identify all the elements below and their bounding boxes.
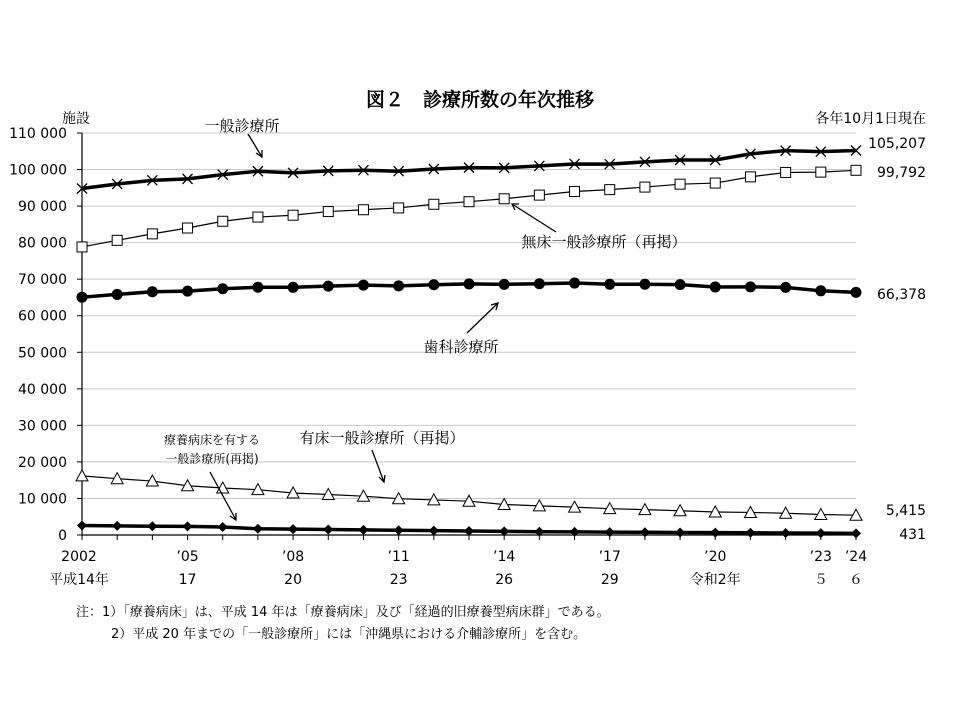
series-line: [82, 170, 856, 247]
data-point: [570, 186, 580, 196]
data-point: [499, 194, 509, 204]
data-point: [147, 286, 158, 297]
y-tick-label: 50 000: [18, 345, 67, 362]
data-point: [710, 528, 720, 538]
x-tick-label-japanese: ５: [813, 572, 828, 588]
y-tick-label: 80 000: [18, 235, 67, 252]
data-point: [851, 528, 861, 538]
footnote-2: 2）平成 20 年までの「一般診療所」には「沖縄県における介輔診療所」を含む。: [111, 627, 587, 642]
end-label: 105,207: [868, 136, 926, 152]
x-tick-label-western: ’20: [704, 549, 727, 565]
data-point: [780, 282, 791, 293]
y-tick-label: 30 000: [18, 418, 67, 435]
data-point: [675, 527, 685, 537]
data-point: [253, 524, 263, 534]
data-point: [323, 281, 334, 292]
data-point: [112, 521, 122, 531]
data-point: [851, 165, 861, 175]
y-tick-label: 70 000: [18, 272, 67, 289]
y-tick-label: 0: [58, 528, 67, 544]
series-4: [77, 520, 861, 538]
x-tick-label-western: ’05: [176, 549, 199, 565]
y-tick-label: 90 000: [18, 199, 67, 216]
data-point: [675, 279, 686, 290]
annotation-ippan: 一般診療所: [204, 117, 280, 135]
data-point: [499, 279, 510, 290]
data-point: [710, 178, 720, 188]
data-point: [710, 281, 721, 292]
data-point: [77, 292, 88, 303]
x-tick-label-japanese: ６: [849, 572, 863, 588]
x-tick-label-japanese: 26: [495, 572, 514, 588]
arrow-shika: [467, 303, 498, 333]
data-point: [569, 278, 580, 289]
data-point: [253, 212, 263, 222]
data-point: [358, 280, 369, 291]
x-tick-label-japanese: 令和2年: [689, 572, 741, 588]
data-point: [218, 216, 228, 226]
arrow-musho-head: [512, 204, 519, 210]
x-tick-label-japanese: 平成14年: [49, 572, 109, 588]
data-point: [815, 285, 826, 296]
data-point: [218, 522, 228, 532]
x-tick-label-western: ’08: [281, 549, 305, 565]
data-point: [147, 521, 157, 531]
x-tick-label-western: ’17: [598, 549, 621, 565]
y-tick-label: 100 000: [9, 162, 67, 179]
x-tick-label-japanese: 29: [600, 572, 619, 588]
data-point: [217, 283, 228, 294]
data-point: [147, 229, 157, 239]
data-point: [675, 179, 685, 189]
end-value-labels: [868, 136, 926, 543]
data-point: [640, 527, 650, 537]
chart-title: 図２ 診療所数の年次推移: [365, 89, 595, 111]
y-tick-label: 10 000: [18, 491, 67, 508]
data-point: [429, 199, 439, 209]
y-axis-ticks: [9, 126, 82, 544]
x-tick-label-western: ’11: [387, 549, 410, 565]
y-tick-label: 110 000: [9, 126, 67, 142]
end-label: 66,378: [877, 287, 926, 303]
y-axis-label: 施設: [62, 111, 90, 127]
end-label: 99,792: [877, 165, 926, 181]
data-point: [183, 223, 193, 233]
data-point: [112, 289, 123, 300]
data-point: [288, 282, 299, 293]
data-point: [323, 207, 333, 217]
data-point: [745, 528, 755, 538]
arrow-musho: [512, 204, 556, 232]
data-point: [851, 287, 862, 298]
end-label: 5,415: [885, 503, 926, 519]
data-point: [358, 525, 368, 535]
data-point: [745, 281, 756, 292]
data-point: [534, 190, 544, 200]
data-point: [77, 242, 87, 252]
y-tick-label: 60 000: [18, 308, 67, 325]
x-tick-label-western: 2002: [61, 549, 97, 565]
arrow-ryoyo: [210, 472, 236, 520]
data-point: [429, 526, 439, 536]
data-point: [394, 203, 404, 213]
data-point: [183, 521, 193, 531]
x-axis-ticks: [49, 535, 867, 588]
x-tick-label-western: ’24: [844, 549, 868, 565]
y-tick-label: 40 000: [18, 381, 67, 398]
data-point: [604, 279, 615, 290]
data-point: [781, 167, 791, 177]
series-2: [77, 278, 862, 303]
x-tick-label-japanese: 23: [389, 572, 408, 588]
series-3: [76, 470, 862, 520]
data-point: [288, 524, 298, 534]
data-point: [428, 279, 439, 290]
x-tick-label-western: ’14: [493, 549, 516, 565]
data-point: [77, 520, 87, 530]
date-note: 各年10月1日現在: [815, 111, 926, 127]
data-point: [394, 525, 404, 535]
data-point: [76, 470, 88, 481]
annotation-ryoyo-line1: 療養病床を有する: [163, 433, 261, 447]
data-point: [393, 280, 404, 291]
annotation-yusho: 有床一般診療所（再掲）: [299, 429, 465, 447]
footnote-1: 注：1）「療養病床」は、平成 14 年は「療養病床」及び「経過的旧療養型病床群」である。: [76, 605, 610, 620]
annotation-shika: 歯科診療所: [423, 338, 499, 356]
x-tick-label-japanese: 20: [284, 572, 303, 588]
data-point: [640, 182, 650, 192]
data-point: [639, 279, 650, 290]
end-label: 431: [899, 527, 926, 543]
arrow-yusho: [372, 450, 384, 482]
data-point: [745, 172, 755, 182]
data-point: [358, 205, 368, 215]
x-tick-label-japanese: 17: [178, 572, 197, 588]
data-point: [182, 286, 193, 297]
arrow-ippan: [248, 134, 262, 157]
data-point: [252, 282, 263, 293]
data-point: [464, 278, 475, 289]
annotation-ryoyo-line2: 一般診療所(再掲): [165, 452, 259, 466]
data-point: [605, 185, 615, 195]
data-point: [112, 235, 122, 245]
data-point: [781, 528, 791, 538]
x-tick-label-western: ’23: [809, 549, 832, 565]
data-point: [816, 167, 826, 177]
data-point: [534, 278, 545, 289]
data-point: [464, 197, 474, 207]
data-point: [816, 528, 826, 538]
y-tick-label: 20 000: [18, 454, 67, 471]
data-point: [288, 210, 298, 220]
axes: [82, 133, 856, 535]
data-point: [323, 525, 333, 535]
annotation-musho: 無床一般診療所（再掲）: [521, 233, 687, 251]
